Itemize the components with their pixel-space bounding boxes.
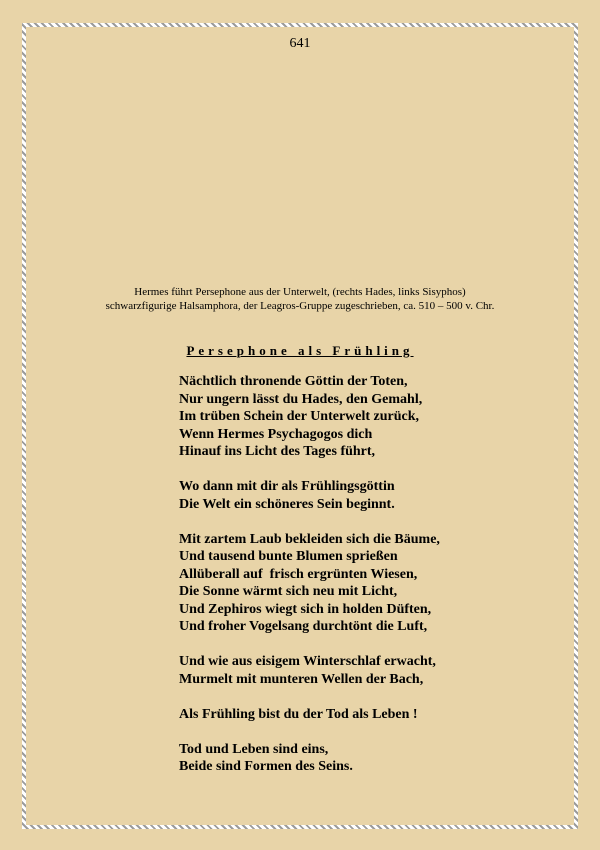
- poem-line: Im trüben Schein der Unterwelt zurück,: [179, 409, 420, 424]
- poem-line: Die Welt ein schöneres Sein beginnt.: [179, 496, 395, 512]
- image-caption: [0, 285, 600, 313]
- poem-line: Beide sind Formen des Seins.: [179, 759, 353, 774]
- stanza: [179, 478, 559, 513]
- stanza: [179, 531, 559, 636]
- caption-line: schwarzfigurige Halsamphora, der Leagros-Gruppe zugeschrieben, ca. 510 – 500 v. Chr.: [105, 300, 495, 312]
- poem-line: Mit zartem Laub bekleiden sich die Bäume,: [179, 531, 440, 547]
- page-number: 641: [289, 36, 311, 51]
- poem-line: Die Sonne wärmt sich neu mit Licht,: [179, 584, 398, 599]
- caption-line: Hermes führt Persephone aus der Unterwelt, (rechts Hades, links Sisyphos): [134, 286, 466, 298]
- poem-line: Nur ungern lässt du Hades, den Gemahl,: [179, 391, 423, 407]
- poem-line: Tod und Leben sind eins,: [179, 741, 329, 757]
- poem-line: Und wie aus eisigem Winterschlaf erwacht,: [179, 654, 436, 669]
- stanza: [179, 653, 559, 688]
- stanza: [179, 706, 559, 724]
- poem-line: Murmelt mit munteren Wellen der Bach,: [179, 671, 424, 687]
- poem-line: Als Frühling bist du der Tod als Leben !: [179, 706, 418, 722]
- poem-line: Hinauf ins Licht des Tages führt,: [179, 444, 376, 459]
- poem-line: Und froher Vogelsang durchtönt die Luft,: [179, 619, 428, 634]
- poem-title: Persephone als Frühling: [186, 343, 414, 358]
- poem-body: [179, 373, 559, 793]
- poem-line: Wo dann mit dir als Frühlingsgöttin: [179, 479, 395, 494]
- poem-line: Und tausend bunte Blumen sprießen: [179, 549, 398, 564]
- stanza: [179, 741, 559, 776]
- stanza: [179, 373, 559, 461]
- poem-line: Wenn Hermes Psychagogos dich: [179, 426, 373, 442]
- poem-line: Und Zephiros wiegt sich in holden Düften,: [179, 601, 432, 617]
- poem-line: Allüberall auf frisch ergrünten Wiesen,: [179, 566, 418, 582]
- poem-line: Nächtlich thronende Göttin der Toten,: [179, 374, 408, 389]
